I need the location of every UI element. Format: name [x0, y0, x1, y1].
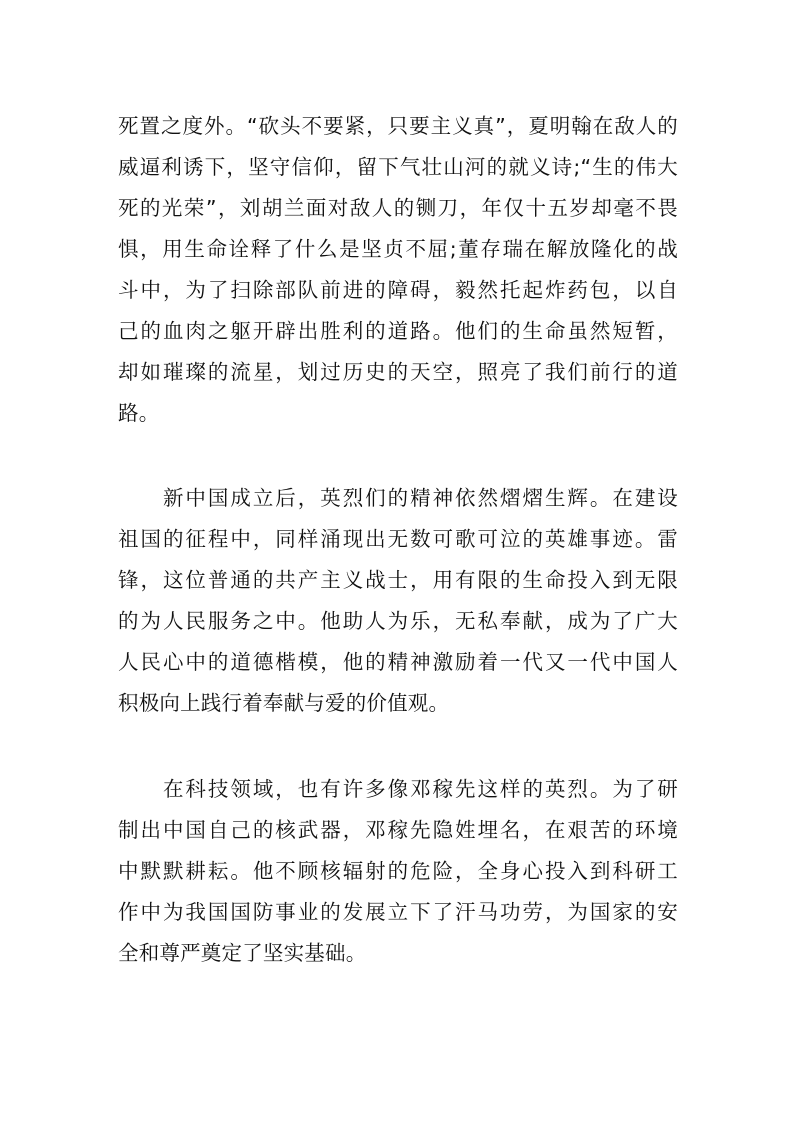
paragraph-line: 却如璀璨的流星，划过历史的天空，照亮了我们前行的道 — [118, 360, 678, 384]
paragraph-line: 的为人民服务之中。他助人为乐，无私奉献，成为了广大 — [118, 609, 678, 633]
paragraph-line: 威逼利诱下，坚守信仰，留下气壮山河的就义诗;“生的伟大 — [118, 155, 678, 179]
paragraph-line: 死的光荣”，刘胡兰面对敌人的铡刀，年仅十五岁却毫不畏 — [118, 196, 678, 220]
paragraph-line: 在科技领域，也有许多像邓稼先这样的英烈。为了研 — [118, 777, 678, 801]
paragraph-line: 积极向上践行着奉献与爱的价值观。 — [118, 691, 450, 715]
paragraph-line: 路。 — [118, 401, 160, 425]
paragraph-line: 全和尊严奠定了坚实基础。 — [118, 941, 367, 965]
paragraph-line: 斗中，为了扫除部队前进的障碍，毅然托起炸药包，以自 — [118, 278, 678, 302]
paragraph-line: 新中国成立后，英烈们的精神依然熠熠生辉。在建设 — [118, 486, 678, 510]
paragraph-new-china — [118, 478, 678, 724]
paragraph-heroes-sacrifice — [118, 106, 678, 434]
paragraph-line: 中默默耕耘。他不顾核辐射的危险，全身心投入到科研工 — [118, 859, 678, 883]
paragraph-line: 祖国的征程中，同样涌现出无数可歌可泣的英雄事迹。雷 — [118, 527, 678, 551]
paragraph-line: 死置之度外。“砍头不要紧，只要主义真”，夏明翰在敌人的 — [118, 114, 678, 138]
paragraph-science-tech — [118, 769, 678, 974]
paragraph-line: 制出中国自己的核武器，邓稼先隐姓埋名，在艰苦的环境 — [118, 818, 678, 842]
paragraph-line: 人民心中的道德楷模，他的精神激励着一代又一代中国人 — [118, 650, 678, 674]
paragraph-line: 作中为我国国防事业的发展立下了汗马功劳，为国家的安 — [118, 900, 678, 924]
paragraph-line: 己的血肉之躯开辟出胜利的道路。他们的生命虽然短暂， — [118, 319, 678, 343]
paragraph-line: 惧，用生命诠释了什么是坚贞不屈;董存瑞在解放隆化的战 — [118, 237, 678, 261]
paragraph-line: 锋，这位普通的共产主义战士，用有限的生命投入到无限 — [118, 568, 678, 592]
